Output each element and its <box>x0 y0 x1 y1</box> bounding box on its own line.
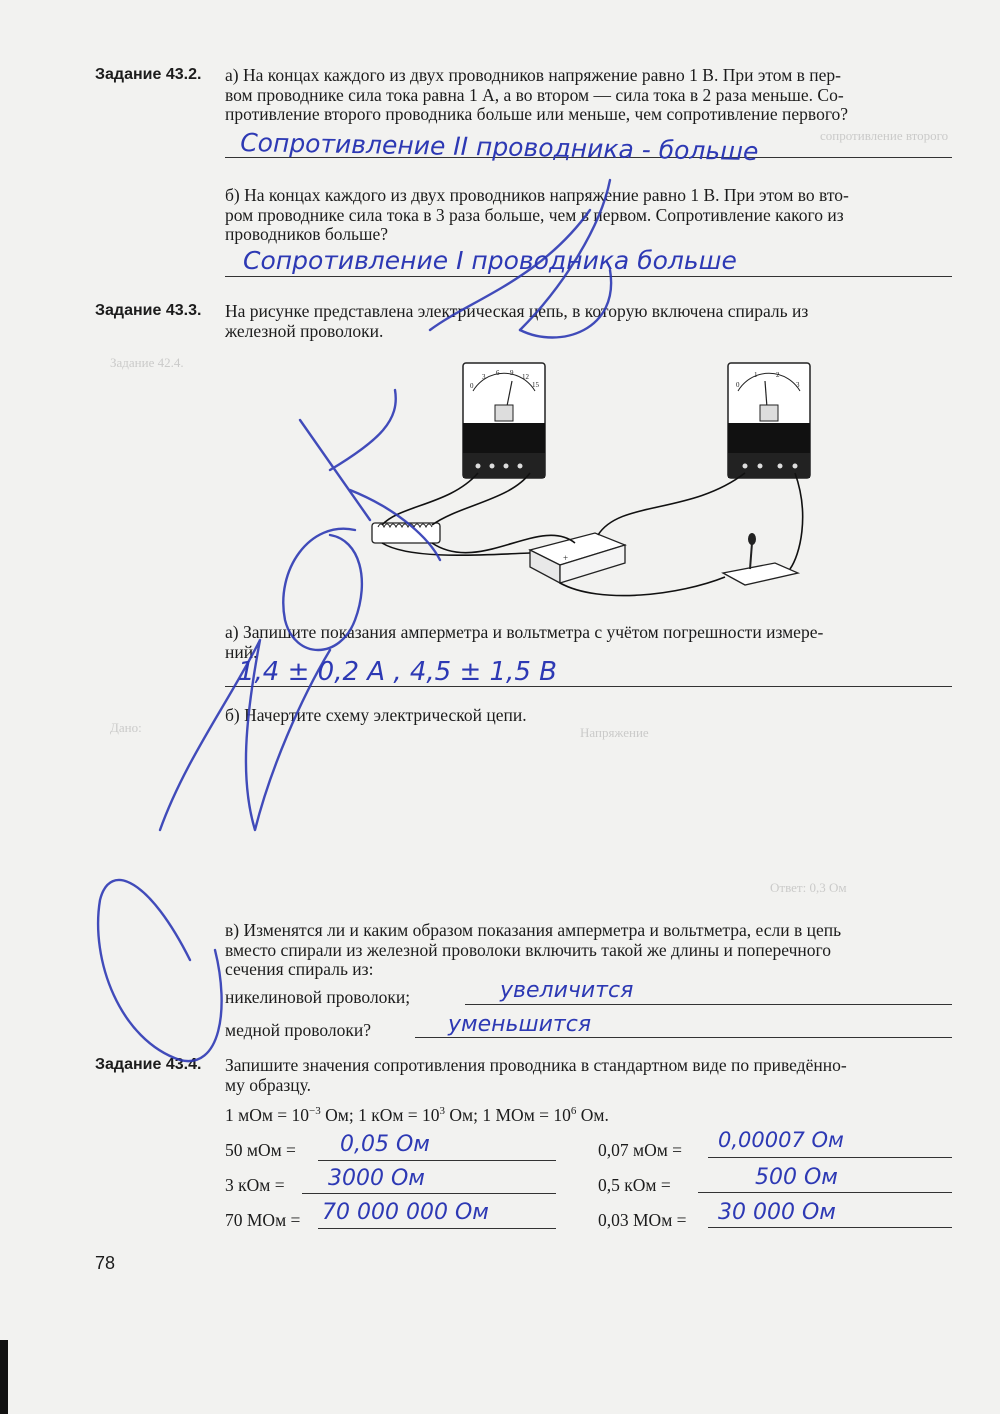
handwritten-answer-43-2-b[interactable]: Сопротивление I проводника больше <box>243 246 737 275</box>
handwritten-conversion-answer[interactable]: 0,00007 Ом <box>718 1128 844 1152</box>
ammeter-scale-2: 2 <box>776 371 780 379</box>
conversion-label: 70 МОм = <box>225 1210 301 1230</box>
copper-wire-label: медной проволоки? <box>225 1020 372 1040</box>
ammeter-scale-3: 3 <box>796 381 800 389</box>
battery-image <box>530 533 625 583</box>
answer-line <box>465 1004 952 1005</box>
page-number: 78 <box>95 1253 116 1273</box>
ammeter-scale-0: 0 <box>736 381 740 389</box>
bleed-through-text: Ответ: 0,3 Ом <box>770 880 847 895</box>
task-43-4-heading: Задание 43.4. <box>95 1056 202 1073</box>
task-43-3-b-text: б) Начертите схему электрической цепи. <box>225 705 527 725</box>
handwritten-conversion-answer[interactable]: 30 000 Ом <box>718 1200 836 1225</box>
handwritten-conversion-answer[interactable]: 70 000 000 Ом <box>322 1200 489 1225</box>
voltmeter-scale-9: 9 <box>510 369 514 377</box>
key-switch-image <box>723 533 798 585</box>
svg-text:+: + <box>563 553 569 563</box>
task-43-3-text: На рисунке представлена электрическая цепь, в которую включена спираль из железной проволоки. <box>225 301 809 341</box>
handwritten-conversion-answer[interactable]: 500 Ом <box>755 1165 838 1190</box>
voltmeter-image <box>463 363 545 478</box>
voltmeter-scale-3: 3 <box>482 373 486 381</box>
iron-spiral-image <box>372 523 440 543</box>
bleed-through-text: Задание 42.4. <box>110 355 184 370</box>
conversion-label: 50 мОм = <box>225 1140 296 1160</box>
handwritten-conversion-answer[interactable]: 0,05 Ом <box>340 1132 430 1157</box>
task-43-3-c-text: в) Изменятся ли и каким образом показания амперметра и вольтметра, если в цепь вместо спирали из железной проволоки включить такой же длины и поперечного сечения спираль из: <box>225 920 842 979</box>
answer-line <box>708 1157 952 1158</box>
voltmeter-scale-15: 15 <box>532 381 539 389</box>
handwritten-answer-43-2-a[interactable]: Сопротивление II проводника - больше <box>240 128 759 167</box>
bleed-through-text: сопротивление второго <box>820 128 949 143</box>
task-43-2-b-text: б) На концах каждого из двух проводников напряжение равно 1 В. При этом во вто- ром проводнике сила тока в 3 раза больше, чем в первом. Сопротивление какого из проводников больше? <box>225 185 849 244</box>
conversion-label: 0,5 кОм = <box>598 1175 671 1195</box>
answer-line <box>698 1192 952 1193</box>
handwritten-answer-nickel[interactable]: увеличится <box>500 978 634 1003</box>
task-43-3-a-text: а) Запишите показания амперметра и вольтметра с учётом погрешности измере- ний. <box>225 622 824 662</box>
bleed-through-text: Напряжение <box>580 725 649 740</box>
handwritten-answer-43-3-a[interactable]: 1,4 ± 0,2 А , 4,5 ± 1,5 В <box>238 657 557 687</box>
conversion-label: 3 кОм = <box>225 1175 285 1195</box>
binding-edge <box>0 1340 8 1414</box>
circuit-figure <box>360 355 830 605</box>
conversion-label: 0,03 МОм = <box>598 1210 687 1230</box>
answer-line <box>318 1160 556 1161</box>
answer-line <box>302 1193 556 1194</box>
task-43-2-a-text: а) На концах каждого из двух проводников напряжение равно 1 В. При этом в пер- вом проводнике сила тока равна 1 А, а во втором — сила тока в 2 раза меньше. Со- противление второго проводника больше или меньше, чем сопротивление первого? <box>225 65 849 124</box>
voltmeter-scale-6: 6 <box>496 369 500 377</box>
voltmeter-scale-12: 12 <box>522 373 529 381</box>
answer-line <box>708 1227 952 1228</box>
nickel-wire-label: никелиновой проволоки; <box>225 987 411 1007</box>
answer-line <box>415 1037 952 1038</box>
task-43-2-heading: Задание 43.2. <box>95 66 202 83</box>
handwritten-answer-copper[interactable]: уменьшится <box>448 1012 592 1037</box>
answer-line <box>318 1228 556 1229</box>
handwritten-conversion-answer[interactable]: 3000 Ом <box>328 1166 425 1191</box>
task-43-3-heading: Задание 43.3. <box>95 302 202 319</box>
bleed-through-text: Дано: <box>110 720 142 735</box>
voltmeter-scale-0: 0 <box>470 382 474 390</box>
ammeter-image <box>728 363 810 478</box>
conversion-label: 0,07 мОм = <box>598 1140 683 1160</box>
unit-conversion-formula: 1 мОм = $10^{-3}$ Ом; 1 кОм = $10^3$ Ом; 1 МОм = $10^6$ Ом. <box>225 1105 609 1125</box>
task-43-4-text: Запишите значения сопротивления проводника в стандартном виде по приведённо- му образцу. <box>225 1055 847 1095</box>
ammeter-scale-1: 1 <box>754 371 758 379</box>
answer-line <box>225 276 952 277</box>
